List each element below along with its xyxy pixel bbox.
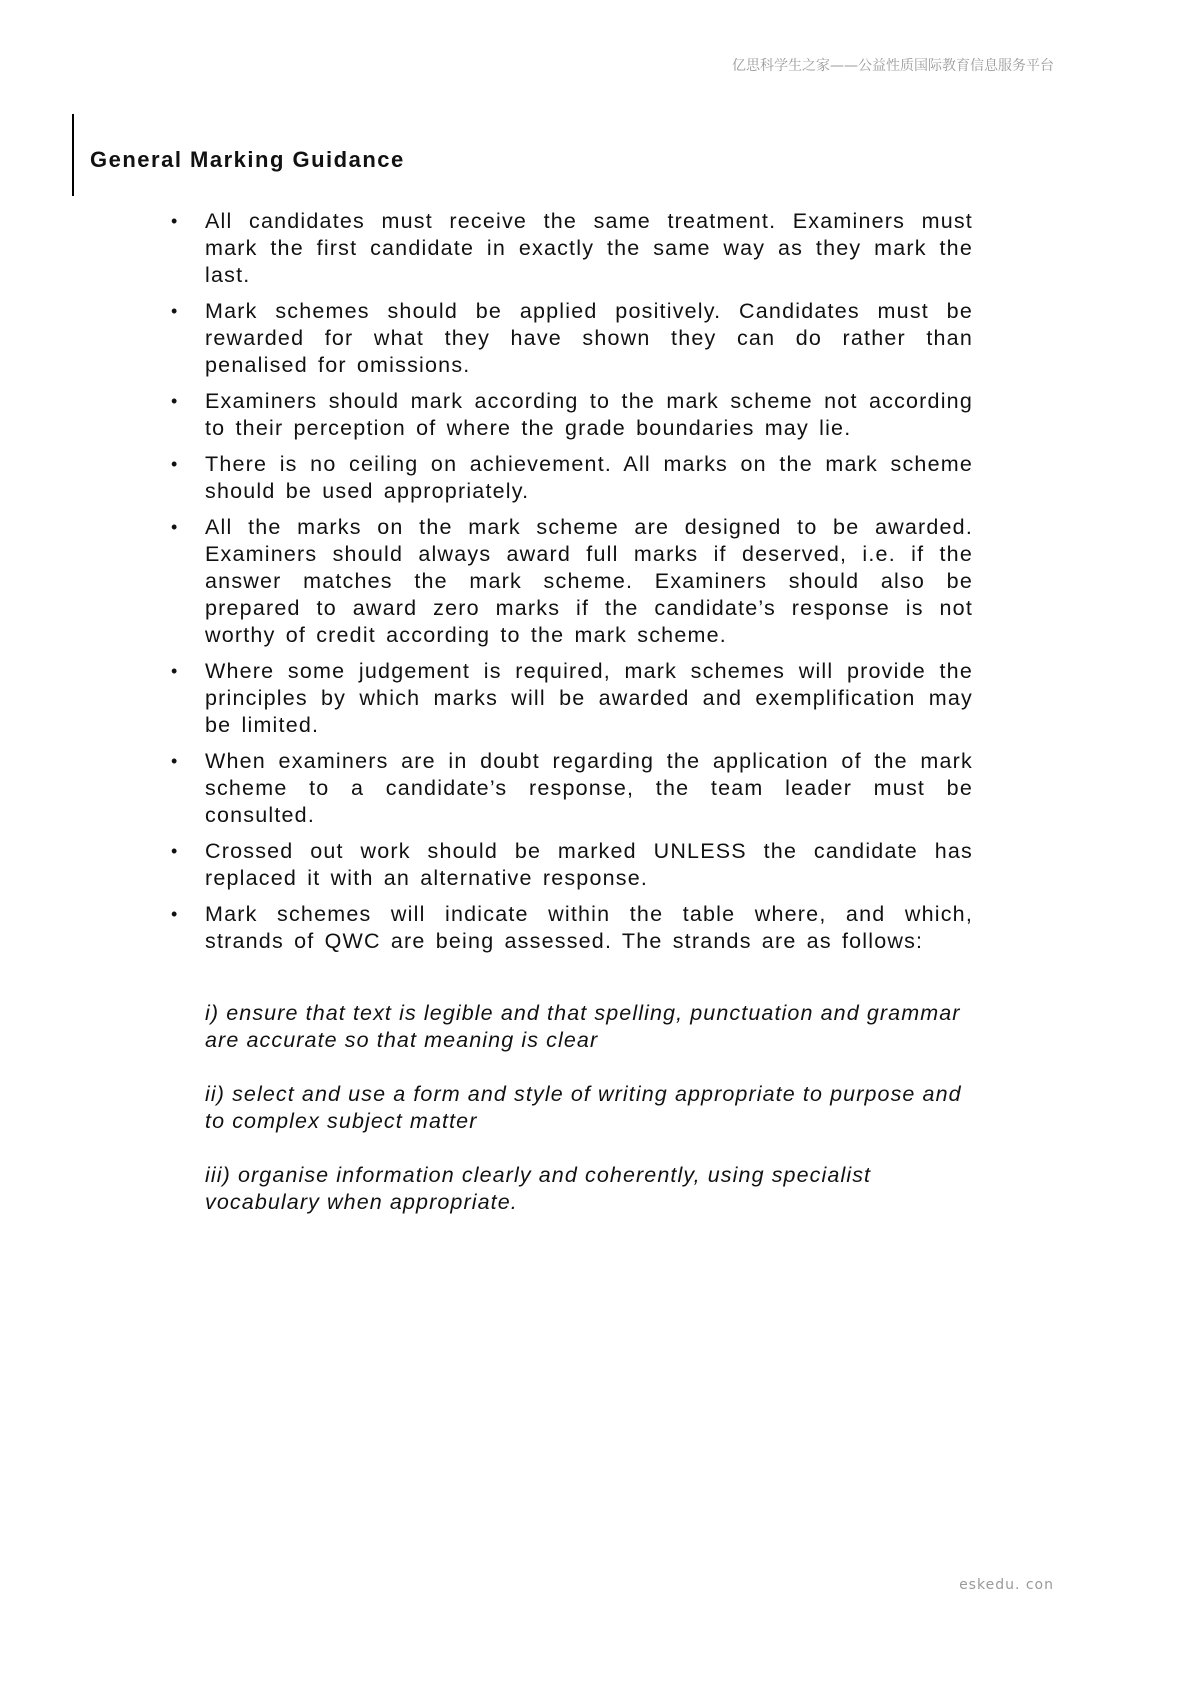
page-footer-text: eskedu. con [959, 1577, 1054, 1593]
list-item-text: Crossed out work should be marked UNLESS the candidate has replaced it with an alternative response. [205, 839, 973, 890]
margin-change-bar [72, 114, 74, 196]
list-item-text: When examiners are in doubt regarding the application of the mark scheme to a candidate’s response, the team leader must be consulted. [205, 749, 973, 827]
bullet-icon: • [171, 751, 179, 771]
list-item-text: All the marks on the mark scheme are designed to be awarded. Examiners should always award full marks if deserved, i.e. if the answer matches the mark scheme. Examiners should also be prepared to award zero marks if the candidate’s response is not worthy of credit according to the mark scheme. [205, 515, 973, 647]
bullet-icon: • [171, 904, 179, 924]
list-item [171, 451, 973, 505]
list-item [171, 838, 973, 892]
list-item-text: There is no ceiling on achievement. All marks on the mark scheme should be used appropriately. [205, 452, 973, 503]
list-item-text: Mark schemes will indicate within the table where, and which, strands of QWC are being assessed. The strands are as follows: [205, 902, 973, 953]
section-title: General Marking Guidance [90, 147, 405, 172]
bullet-icon: • [171, 301, 179, 321]
list-item [171, 901, 973, 955]
list-item [171, 208, 973, 289]
list-item-text: Where some judgement is required, mark schemes will provide the principles by which marks will be awarded and exemplification may be limited. [205, 659, 973, 737]
qwc-strand: i) ensure that text is legible and that spelling, punctuation and grammar are accurate so that meaning is clear [205, 1001, 961, 1052]
list-item [171, 388, 973, 442]
guidance-list [171, 208, 973, 964]
list-item [171, 658, 973, 739]
list-item [171, 298, 973, 379]
bullet-icon: • [171, 454, 179, 474]
bullet-icon: • [171, 211, 179, 231]
list-item-text: Examiners should mark according to the mark scheme not according to their perception of where the grade boundaries may lie. [205, 389, 973, 440]
list-item [171, 514, 973, 649]
list-item-text: All candidates must receive the same treatment. Examiners must mark the first candidate in exactly the same way as they mark the last. [205, 209, 973, 287]
bullet-icon: • [171, 661, 179, 681]
bullet-icon: • [171, 517, 179, 537]
page-header-text: 亿思科学生之家——公益性质国际教育信息服务平台 [732, 58, 1054, 74]
list-item [171, 748, 973, 829]
bullet-icon: • [171, 841, 179, 861]
qwc-strands [205, 1000, 973, 1243]
bullet-icon: • [171, 391, 179, 411]
qwc-strand: iii) organise information clearly and coherently, using specialist vocabulary when appropriate. [205, 1163, 872, 1214]
list-item-text: Mark schemes should be applied positively. Candidates must be rewarded for what they have shown they can do rather than penalised for omissions. [205, 299, 973, 377]
qwc-strand: ii) select and use a form and style of writing appropriate to purpose and to complex subject matter [205, 1082, 962, 1133]
